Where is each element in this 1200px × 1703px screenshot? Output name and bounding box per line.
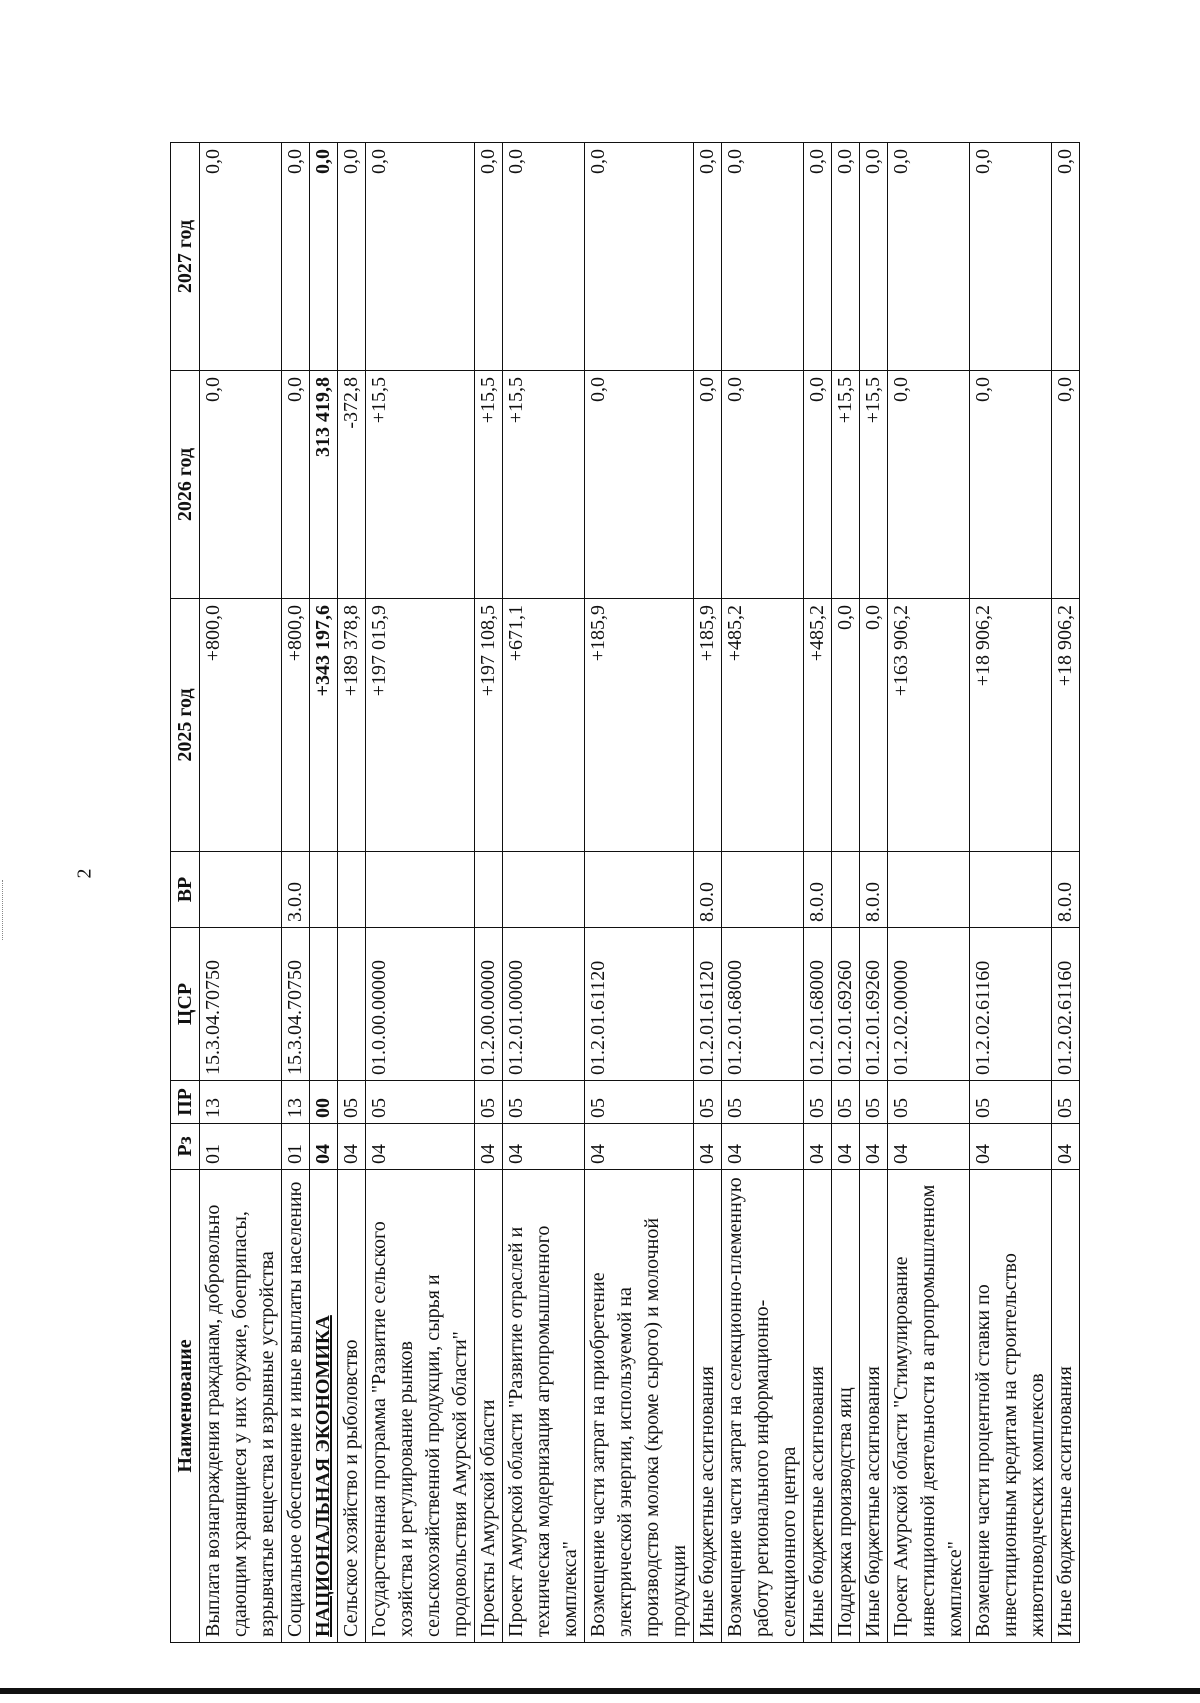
table-row	[310, 143, 338, 1643]
cell-rz: 04	[832, 1124, 860, 1170]
cell-2026: 0,0	[200, 371, 282, 599]
cell-csr: 01.2.00.00000	[475, 928, 503, 1081]
header-2025: 2025 год	[171, 599, 200, 852]
cell-rz: 04	[585, 1124, 694, 1170]
cell-2025: +163 906,2	[888, 599, 970, 852]
cell-csr: 01.2.01.68000	[722, 928, 804, 1081]
cell-pr: 05	[694, 1081, 722, 1124]
cell-pr: 05	[804, 1081, 832, 1124]
cell-name: Возмещение части процентной ставки по инвестиционным кредитам на строительство животноводческих комплексов	[970, 1170, 1052, 1643]
cell-2027: 0,0	[366, 143, 475, 371]
cell-2026: 0,0	[694, 371, 722, 599]
cell-name: Иные бюджетные ассигнования	[1052, 1170, 1080, 1643]
cell-2027: 0,0	[888, 143, 970, 371]
cell-name: Поддержка производства яиц	[832, 1170, 860, 1643]
cell-2026: 0,0	[585, 371, 694, 599]
cell-vr: 8.0.0	[860, 852, 888, 928]
table-body	[200, 143, 1080, 1643]
table-row	[804, 143, 832, 1643]
cell-2027: 0,0	[503, 143, 585, 371]
cell-pr: 05	[888, 1081, 970, 1124]
cell-2026: 0,0	[888, 371, 970, 599]
cell-2026: +15,5	[832, 371, 860, 599]
cell-2025: +671,1	[503, 599, 585, 852]
scan-edge-specks	[2, 880, 5, 940]
cell-csr	[338, 928, 366, 1081]
table-row	[722, 143, 804, 1643]
table-row	[832, 143, 860, 1643]
cell-rz: 01	[282, 1124, 310, 1170]
cell-vr	[888, 852, 970, 928]
rotated-table-container	[170, 143, 1076, 1643]
cell-vr	[585, 852, 694, 928]
cell-vr: 8.0.0	[1052, 852, 1080, 928]
budget-table	[170, 142, 1080, 1643]
cell-2027: 0,0	[310, 143, 338, 371]
cell-csr: 15.3.04.70750	[282, 928, 310, 1081]
table-row	[338, 143, 366, 1643]
cell-pr: 05	[832, 1081, 860, 1124]
cell-name: Проекты Амурской области	[475, 1170, 503, 1643]
cell-2027: 0,0	[338, 143, 366, 371]
cell-name: Проект Амурской области "Стимулирование инвестиционной деятельности в агропромышленном комплексе"	[888, 1170, 970, 1643]
cell-vr	[503, 852, 585, 928]
cell-2027: 0,0	[832, 143, 860, 371]
scan-bottom-edge	[0, 1688, 1200, 1694]
cell-vr: 3.0.0	[282, 852, 310, 928]
cell-2027: 0,0	[200, 143, 282, 371]
cell-2025: +800,0	[282, 599, 310, 852]
cell-name: Социальное обеспечение и иные выплаты населению	[282, 1170, 310, 1643]
header-pr: ПР	[171, 1081, 200, 1124]
cell-pr: 00	[310, 1081, 338, 1124]
cell-pr: 05	[585, 1081, 694, 1124]
cell-csr: 01.2.02.61160	[1052, 928, 1080, 1081]
cell-name: Иные бюджетные ассигнования	[694, 1170, 722, 1643]
table-row	[970, 143, 1052, 1643]
cell-name: НАЦИОНАЛЬНАЯ ЭКОНОМИКА	[310, 1170, 338, 1643]
cell-rz: 04	[503, 1124, 585, 1170]
cell-rz: 04	[804, 1124, 832, 1170]
cell-name: Иные бюджетные ассигнования	[860, 1170, 888, 1643]
table-row	[475, 143, 503, 1643]
cell-pr: 05	[338, 1081, 366, 1124]
cell-csr: 15.3.04.70750	[200, 928, 282, 1081]
cell-2025: +485,2	[804, 599, 832, 852]
cell-2026: +15,5	[475, 371, 503, 599]
cell-pr: 05	[366, 1081, 475, 1124]
cell-2026: +15,5	[860, 371, 888, 599]
cell-2025: 0,0	[832, 599, 860, 852]
cell-2025: +18 906,2	[970, 599, 1052, 852]
cell-pr: 05	[1052, 1081, 1080, 1124]
cell-vr	[970, 852, 1052, 928]
cell-name: Сельское хозяйство и рыболовство	[338, 1170, 366, 1643]
cell-vr	[832, 852, 860, 928]
table-row	[366, 143, 475, 1643]
page-number: 2	[73, 868, 96, 879]
cell-2026: -372,8	[338, 371, 366, 599]
table-row	[860, 143, 888, 1643]
cell-pr: 05	[970, 1081, 1052, 1124]
cell-2027: 0,0	[860, 143, 888, 371]
cell-2025: +800,0	[200, 599, 282, 852]
table-row	[1052, 143, 1080, 1643]
cell-pr: 05	[722, 1081, 804, 1124]
cell-csr: 01.2.01.00000	[503, 928, 585, 1081]
table-row	[503, 143, 585, 1643]
table-row	[282, 143, 310, 1643]
cell-rz: 04	[338, 1124, 366, 1170]
header-csr: ЦСР	[171, 928, 200, 1081]
cell-rz: 04	[475, 1124, 503, 1170]
cell-csr: 01.0.00.00000	[366, 928, 475, 1081]
cell-pr: 05	[475, 1081, 503, 1124]
cell-2027: 0,0	[970, 143, 1052, 371]
cell-2027: 0,0	[804, 143, 832, 371]
cell-rz: 01	[200, 1124, 282, 1170]
cell-pr: 13	[200, 1081, 282, 1124]
cell-rz: 04	[970, 1124, 1052, 1170]
cell-rz: 04	[366, 1124, 475, 1170]
cell-2026: 0,0	[722, 371, 804, 599]
cell-2025: +185,9	[585, 599, 694, 852]
cell-2026: 313 419,8	[310, 371, 338, 599]
cell-2025: +197 108,5	[475, 599, 503, 852]
cell-2026: 0,0	[1052, 371, 1080, 599]
cell-csr: 01.2.01.61120	[694, 928, 722, 1081]
cell-vr	[475, 852, 503, 928]
cell-csr: 01.2.02.00000	[888, 928, 970, 1081]
cell-name: Выплата вознаграждения гражданам, добровольно сдающим хранящиеся у них оружие, боеприпасы, взрывчатые вещества и взрывные устройства	[200, 1170, 282, 1643]
cell-rz: 04	[1052, 1124, 1080, 1170]
cell-csr: 01.2.02.61160	[970, 928, 1052, 1081]
cell-vr	[366, 852, 475, 928]
cell-2026: 0,0	[804, 371, 832, 599]
cell-2027: 0,0	[722, 143, 804, 371]
cell-vr: 8.0.0	[804, 852, 832, 928]
cell-vr	[338, 852, 366, 928]
cell-2027: 0,0	[282, 143, 310, 371]
table-row	[888, 143, 970, 1643]
header-2027: 2027 год	[171, 143, 200, 371]
cell-2026: +15,5	[503, 371, 585, 599]
cell-rz: 04	[310, 1124, 338, 1170]
cell-2025: +485,2	[722, 599, 804, 852]
cell-2025: +197 015,9	[366, 599, 475, 852]
cell-pr: 05	[503, 1081, 585, 1124]
cell-2027: 0,0	[585, 143, 694, 371]
cell-csr: 01.2.01.68000	[804, 928, 832, 1081]
cell-csr: 01.2.01.69260	[860, 928, 888, 1081]
cell-2027: 0,0	[694, 143, 722, 371]
cell-2026: +15,5	[366, 371, 475, 599]
cell-2025: +185,9	[694, 599, 722, 852]
cell-vr	[200, 852, 282, 928]
cell-name: Проект Амурской области "Развитие отраслей и техническая модернизация агропромышленного комплекса"	[503, 1170, 585, 1643]
cell-2027: 0,0	[475, 143, 503, 371]
table-row	[200, 143, 282, 1643]
cell-csr: 01.2.01.61120	[585, 928, 694, 1081]
cell-2025: +343 197,6	[310, 599, 338, 852]
cell-2025: +18 906,2	[1052, 599, 1080, 852]
cell-name: Государственная программа "Развитие сельского хозяйства и регулирование рынков сельскохозяйственной продукции, сырья и продовольствия Амурской области"	[366, 1170, 475, 1643]
cell-rz: 04	[694, 1124, 722, 1170]
header-2026: 2026 год	[171, 371, 200, 599]
table-row	[585, 143, 694, 1643]
cell-rz: 04	[860, 1124, 888, 1170]
cell-2025: +189 378,8	[338, 599, 366, 852]
cell-2025: 0,0	[860, 599, 888, 852]
cell-name: Иные бюджетные ассигнования	[804, 1170, 832, 1643]
cell-csr: 01.2.01.69260	[832, 928, 860, 1081]
cell-vr	[310, 852, 338, 928]
cell-pr: 05	[860, 1081, 888, 1124]
cell-name: Возмещение части затрат на приобретение электрической энергии, используемой на производство молока (кроме сырого) и молочной продукции	[585, 1170, 694, 1643]
cell-csr	[310, 928, 338, 1081]
table-row	[694, 143, 722, 1643]
cell-pr: 13	[282, 1081, 310, 1124]
cell-2026: 0,0	[282, 371, 310, 599]
header-name: Наименование	[171, 1170, 200, 1643]
header-rz: Рз	[171, 1124, 200, 1170]
cell-name: Возмещение части затрат на селекционно-племенную работу регионального информационно-селекционного центра	[722, 1170, 804, 1643]
cell-2027: 0,0	[1052, 143, 1080, 371]
cell-rz: 04	[722, 1124, 804, 1170]
cell-rz: 04	[888, 1124, 970, 1170]
cell-vr: 8.0.0	[694, 852, 722, 928]
header-vr: ВР	[171, 852, 200, 928]
cell-vr	[722, 852, 804, 928]
header-row	[171, 143, 200, 1643]
cell-2026: 0,0	[970, 371, 1052, 599]
